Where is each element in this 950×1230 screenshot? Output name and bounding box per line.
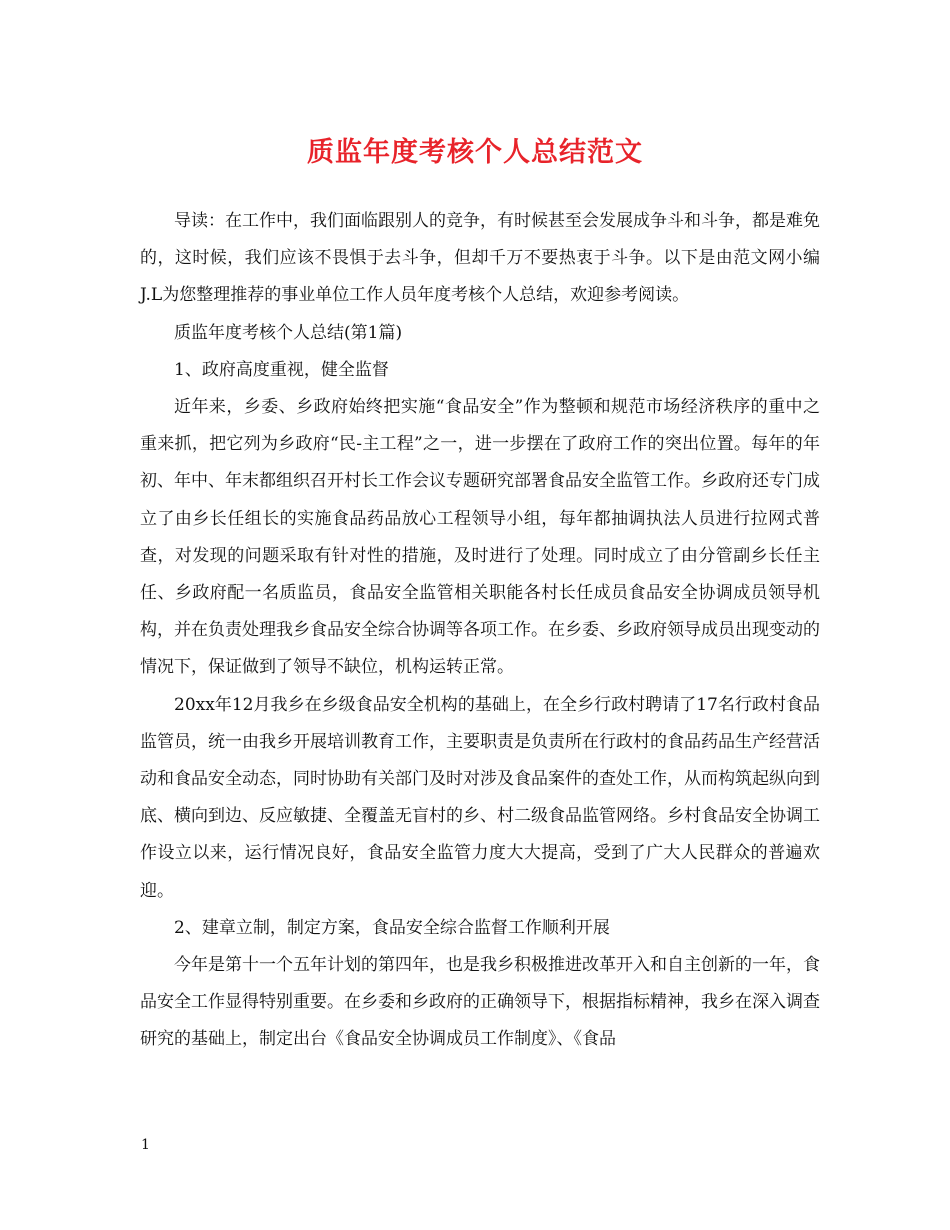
intro-paragraph: 导读：在工作中，我们面临跟别人的竞争，有时候甚至会发展成争斗和斗争，都是难免的，这时候，我们应该不畏惧于去斗争，但却千万不要热衷于斗争。以下是由范文网小编J.L为您整理推荐的事业单位工作人员年度考核个人总结，欢迎参考阅读。 [140,211,820,306]
body-paragraph: 20xx年12月我乡在乡级食品安全机构的基础上，在全乡行政村聘请了17名行政村食品监管员，统一由我乡开展培训教育工作，主要职责是负责所在行政村的食品药品生产经营活动和食品安全动态，同时协助有关部门及时对涉及食品案件的查处工作，从而构筑起纵向到底、横向到边、反应敏捷、全覆盖无盲村的乡、村二级食品监管网络。乡村食品安全协调工作设立以来，运行情况良好，食品安全监管力度大大提高，受到了广大人民群众的普遍欢迎。 [140,694,820,901]
body-paragraph: 近年来，乡委、乡政府始终把实施“食品安全”作为整顿和规范市场经济秩序的重中之重来抓，把它列为乡政府“民-主工程”之一，进一步摆在了政府工作的突出位置。每年的年初、年中、年末都组织召开村长工作会议专题研究部署食品安全监管工作。乡政府还专门成立了由乡长任组长的实施食品药品放心工程领导小组，每年都抽调执法人员进行拉网式普查，对发现的问题采取有针对性的措施，及时进行了处理。同时成立了由分管副乡长任主任、乡政府配一名质监员，食品安全监管相关职能各村长任成员食品安全协调成员领导机构，并在负责处理我乡食品安全综合协调等各项工作。在乡委、乡政府领导成员出现变动的情况下，保证做到了领导不缺位，机构运转正常。 [140,397,820,678]
subsection-heading: 2、建章立制，制定方案，食品安全综合监督工作顺利开展 [174,917,610,938]
body-paragraph: 今年是第十一个五年计划的第四年，也是我乡积极推进改革开入和自主创新的一年，食品安全工作显得特别重要。在乡委和乡政府的正确领导下，根据指标精神，我乡在深入调查研究的基础上，制定出台《食品安全协调成员工作制度》、《食品 [140,955,820,1050]
document-body [140,203,820,1059]
document-title: 质监年度考核个人总结范文 [307,137,643,168]
section-heading: 质监年度考核个人总结(第1篇) [174,322,403,343]
page-number: 1 [141,1137,150,1153]
subsection-heading: 1、政府高度重视，健全监督 [174,359,389,380]
